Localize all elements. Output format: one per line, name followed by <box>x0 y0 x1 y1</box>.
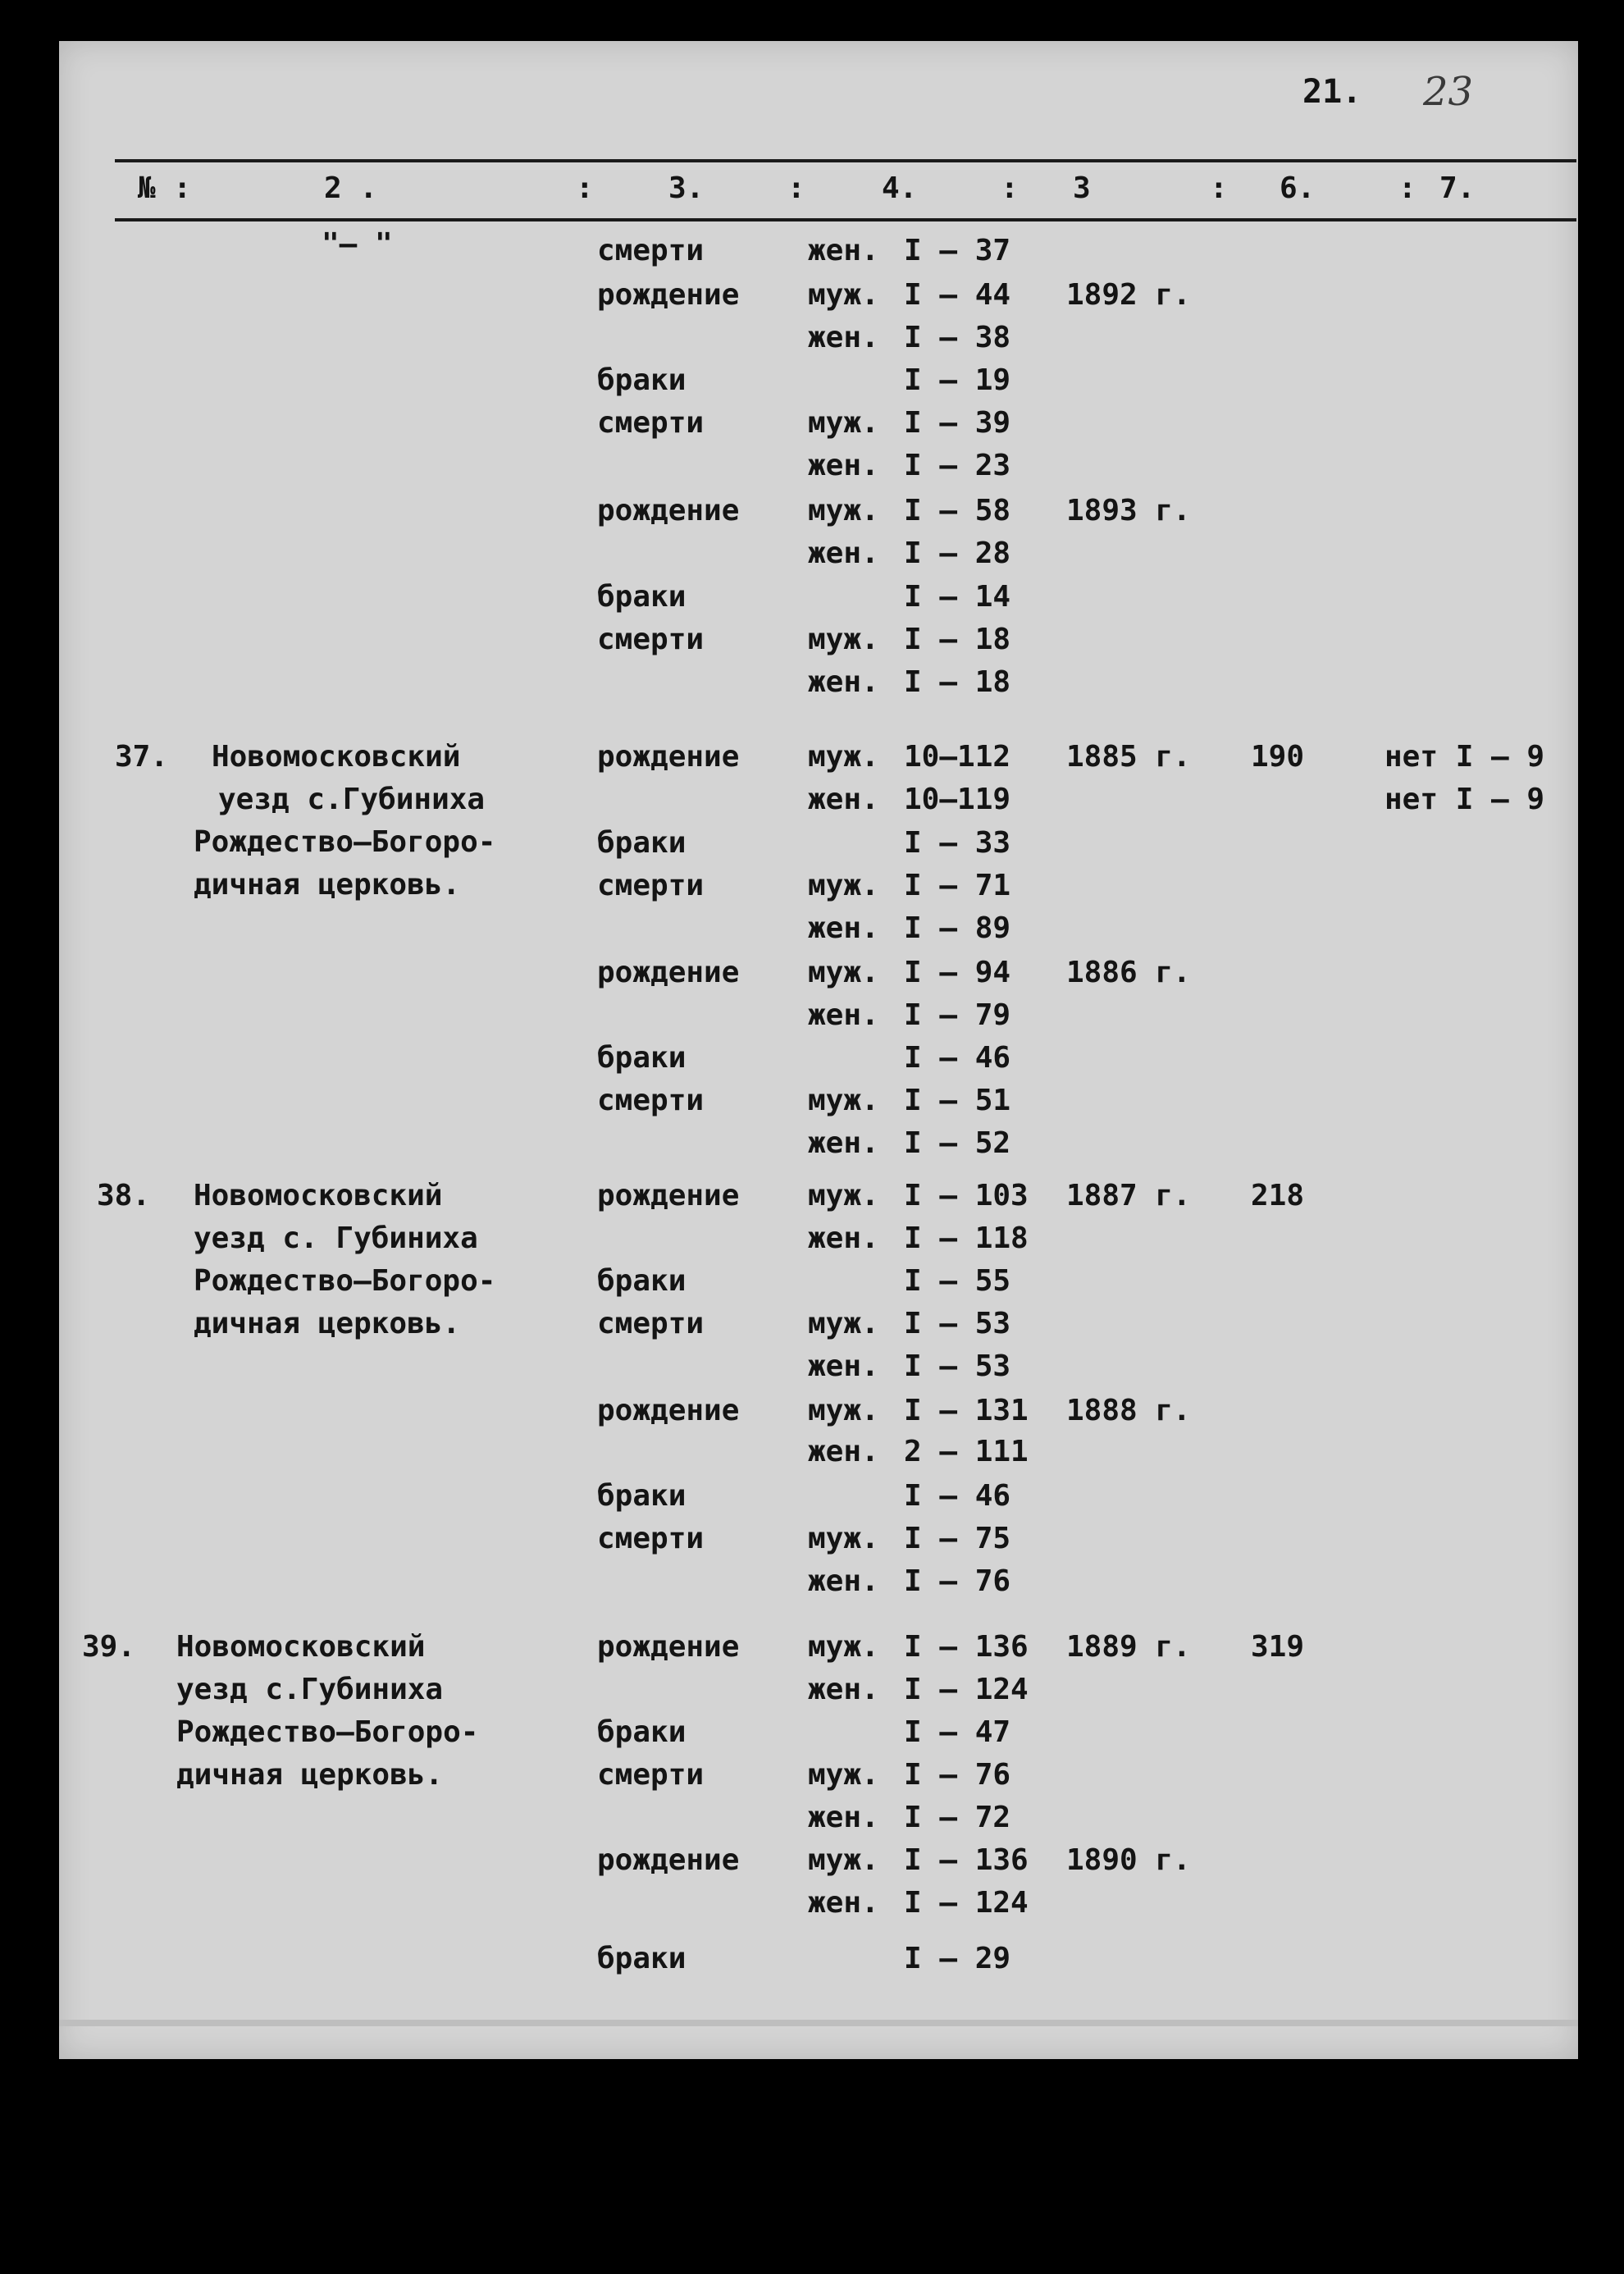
row-count: I – 75 <box>904 1522 1011 1555</box>
row-event: смерти <box>597 1307 705 1340</box>
row-sex: жен. <box>808 321 879 354</box>
row-count: I – 124 <box>904 1673 1029 1706</box>
column-header-5: : <box>787 171 805 205</box>
row-year: 1893 г. <box>1066 494 1191 527</box>
row-sex: жен. <box>808 1349 879 1383</box>
row-count: I – 46 <box>904 1041 1011 1075</box>
row-count: I – 18 <box>904 623 1011 656</box>
entry-location-line: уезд с.Губиниха <box>176 1673 444 1706</box>
row-count: I – 23 <box>904 449 1011 482</box>
row-count: I – 51 <box>904 1084 1011 1117</box>
row-sex: жен. <box>808 1886 879 1920</box>
entry-location-line: Новомосковский <box>176 1630 426 1664</box>
row-event: браки <box>597 1264 687 1298</box>
row-sex: муж. <box>808 1179 879 1212</box>
row-count: I – 46 <box>904 1479 1011 1513</box>
row-sex: жен. <box>808 1801 879 1834</box>
row-event: рождение <box>597 1179 740 1212</box>
entry-number: 38. <box>97 1179 151 1212</box>
page-number: 21. <box>1302 73 1362 111</box>
row-count: I – 89 <box>904 911 1011 945</box>
row-sex: муж. <box>808 1084 879 1117</box>
entry-location-line: уезд с.Губиниха <box>218 783 486 816</box>
row-count: I – 38 <box>904 321 1011 354</box>
row-sex: муж. <box>808 740 879 774</box>
page-number-handwritten: 23 <box>1423 69 1474 115</box>
row-count: I – 76 <box>904 1564 1011 1598</box>
row-count: I – 131 <box>904 1394 1029 1427</box>
row-count: I – 47 <box>904 1715 1011 1749</box>
column-header-4: 3. <box>668 171 705 205</box>
entry-location-line: дичная церковь. <box>194 1307 461 1340</box>
row-sex: муж. <box>808 494 879 527</box>
entry-location-line: Рождество–Богоро- <box>176 1715 479 1749</box>
row-event: смерти <box>597 869 705 902</box>
row-year: 1886 г. <box>1066 956 1191 989</box>
row-count: I – 33 <box>904 826 1011 860</box>
row-sex: муж. <box>808 1843 879 1877</box>
row-year: 1890 г. <box>1066 1843 1191 1877</box>
column-header-3: : <box>576 171 594 205</box>
row-count: I – 103 <box>904 1179 1029 1212</box>
row-count: I – 72 <box>904 1801 1011 1834</box>
row-col7: нет I – 9 <box>1385 783 1545 816</box>
row-sex: жен. <box>808 911 879 945</box>
row-count: 10–119 <box>904 783 1011 816</box>
row-count: I – 79 <box>904 998 1011 1032</box>
row-sex: муж. <box>808 1522 879 1555</box>
entry-number: 37. <box>115 740 169 774</box>
row-event: рождение <box>597 956 740 989</box>
row-event: браки <box>597 580 687 614</box>
row-count: I – 53 <box>904 1349 1011 1383</box>
row-event: браки <box>597 1041 687 1075</box>
row-sex: жен. <box>808 1564 879 1598</box>
row-sex: муж. <box>808 406 879 440</box>
row-count: I – 136 <box>904 1630 1029 1664</box>
row-event: смерти <box>597 1084 705 1117</box>
row-col7: нет I – 9 <box>1385 740 1545 774</box>
row-count: I – 53 <box>904 1307 1011 1340</box>
header-rule-top <box>115 159 1576 162</box>
row-sex: муж. <box>808 1630 879 1664</box>
row-event: рождение <box>597 1630 740 1664</box>
entry-location-line: Новомосковский <box>212 740 461 774</box>
row-sex: жен. <box>808 449 879 482</box>
row-sex: жен. <box>808 998 879 1032</box>
row-sex: муж. <box>808 278 879 312</box>
entry-number: 39. <box>82 1630 136 1664</box>
row-col6: 319 <box>1251 1630 1305 1664</box>
row-sex: жен. <box>808 665 879 699</box>
row-sex: муж. <box>808 1307 879 1340</box>
entry-location-line: Рождество–Богоро- <box>194 825 496 859</box>
row-year: 1887 г. <box>1066 1179 1191 1212</box>
row-sex: жен. <box>808 1673 879 1706</box>
row-event: браки <box>597 1942 687 1975</box>
row-sex: муж. <box>808 1394 879 1427</box>
row-event: рождение <box>597 494 740 527</box>
row-event: рождение <box>597 740 740 774</box>
row-count: I – 124 <box>904 1886 1029 1920</box>
row-event: рождение <box>597 1843 740 1877</box>
entry-location-line: уезд с. Губиниха <box>194 1221 478 1255</box>
column-header-9: : <box>1210 171 1228 205</box>
row-year: 1889 г. <box>1066 1630 1191 1664</box>
entry-location-line: дичная церковь. <box>176 1758 444 1792</box>
row-year: 1888 г. <box>1066 1394 1191 1427</box>
entry-location-line: Новомосковский <box>194 1179 443 1212</box>
column-header-2: 2 . <box>324 171 378 205</box>
row-year: 1885 г. <box>1066 740 1191 774</box>
row-sex: жен. <box>808 783 879 816</box>
row-count: I – 37 <box>904 234 1011 267</box>
row-event: смерти <box>597 406 705 440</box>
row-count: 10–112 <box>904 740 1011 774</box>
row-sex: муж. <box>808 1758 879 1792</box>
row-event: рождение <box>597 278 740 312</box>
row-event: браки <box>597 1715 687 1749</box>
row-event: браки <box>597 826 687 860</box>
column-header-1: № : <box>138 171 192 205</box>
row-year: 1892 г. <box>1066 278 1191 312</box>
row-count: I – 14 <box>904 580 1011 614</box>
row-sex: муж. <box>808 869 879 902</box>
row-count: I – 28 <box>904 537 1011 570</box>
entry-location-line: дичная церковь. <box>194 868 461 902</box>
row-count: I – 52 <box>904 1126 1011 1160</box>
row-event: смерти <box>597 1758 705 1792</box>
row-count: I – 18 <box>904 665 1011 699</box>
row-count: I – 76 <box>904 1758 1011 1792</box>
row-sex: жен. <box>808 537 879 570</box>
row-sex: муж. <box>808 623 879 656</box>
row-event: рождение <box>597 1394 740 1427</box>
row-count: 2 – 111 <box>904 1435 1029 1468</box>
header-rule-bottom <box>115 218 1576 221</box>
column-header-6: 4. <box>882 171 918 205</box>
column-header-11: : <box>1398 171 1416 205</box>
row-event: смерти <box>597 623 705 656</box>
row-count: I – 55 <box>904 1264 1011 1298</box>
row-col6: 218 <box>1251 1179 1305 1212</box>
row-count: I – 19 <box>904 363 1011 397</box>
row-count: I – 29 <box>904 1942 1011 1975</box>
row-event: смерти <box>597 234 705 267</box>
row-count: I – 58 <box>904 494 1011 527</box>
row-event: смерти <box>597 1522 705 1555</box>
column-header-7: : <box>1001 171 1019 205</box>
row-sex: жен. <box>808 1221 879 1255</box>
column-header-8: 3 <box>1073 171 1091 205</box>
row-count: I – 118 <box>904 1221 1029 1255</box>
row-event: браки <box>597 1479 687 1513</box>
row-count: I – 71 <box>904 869 1011 902</box>
row-sex: жен. <box>808 234 879 267</box>
column-header-12: 7. <box>1439 171 1476 205</box>
ditto-mark: "– " <box>322 227 393 261</box>
row-sex: жен. <box>808 1435 879 1468</box>
row-count: I – 136 <box>904 1843 1029 1877</box>
page-bottom-edge <box>59 2020 1578 2026</box>
row-event: браки <box>597 363 687 397</box>
row-count: I – 94 <box>904 956 1011 989</box>
row-count: I – 44 <box>904 278 1011 312</box>
entry-location-line: Рождество–Богоро- <box>194 1264 496 1298</box>
row-sex: муж. <box>808 956 879 989</box>
row-col6: 190 <box>1251 740 1305 774</box>
column-header-10: 6. <box>1280 171 1316 205</box>
row-sex: жен. <box>808 1126 879 1160</box>
row-count: I – 39 <box>904 406 1011 440</box>
